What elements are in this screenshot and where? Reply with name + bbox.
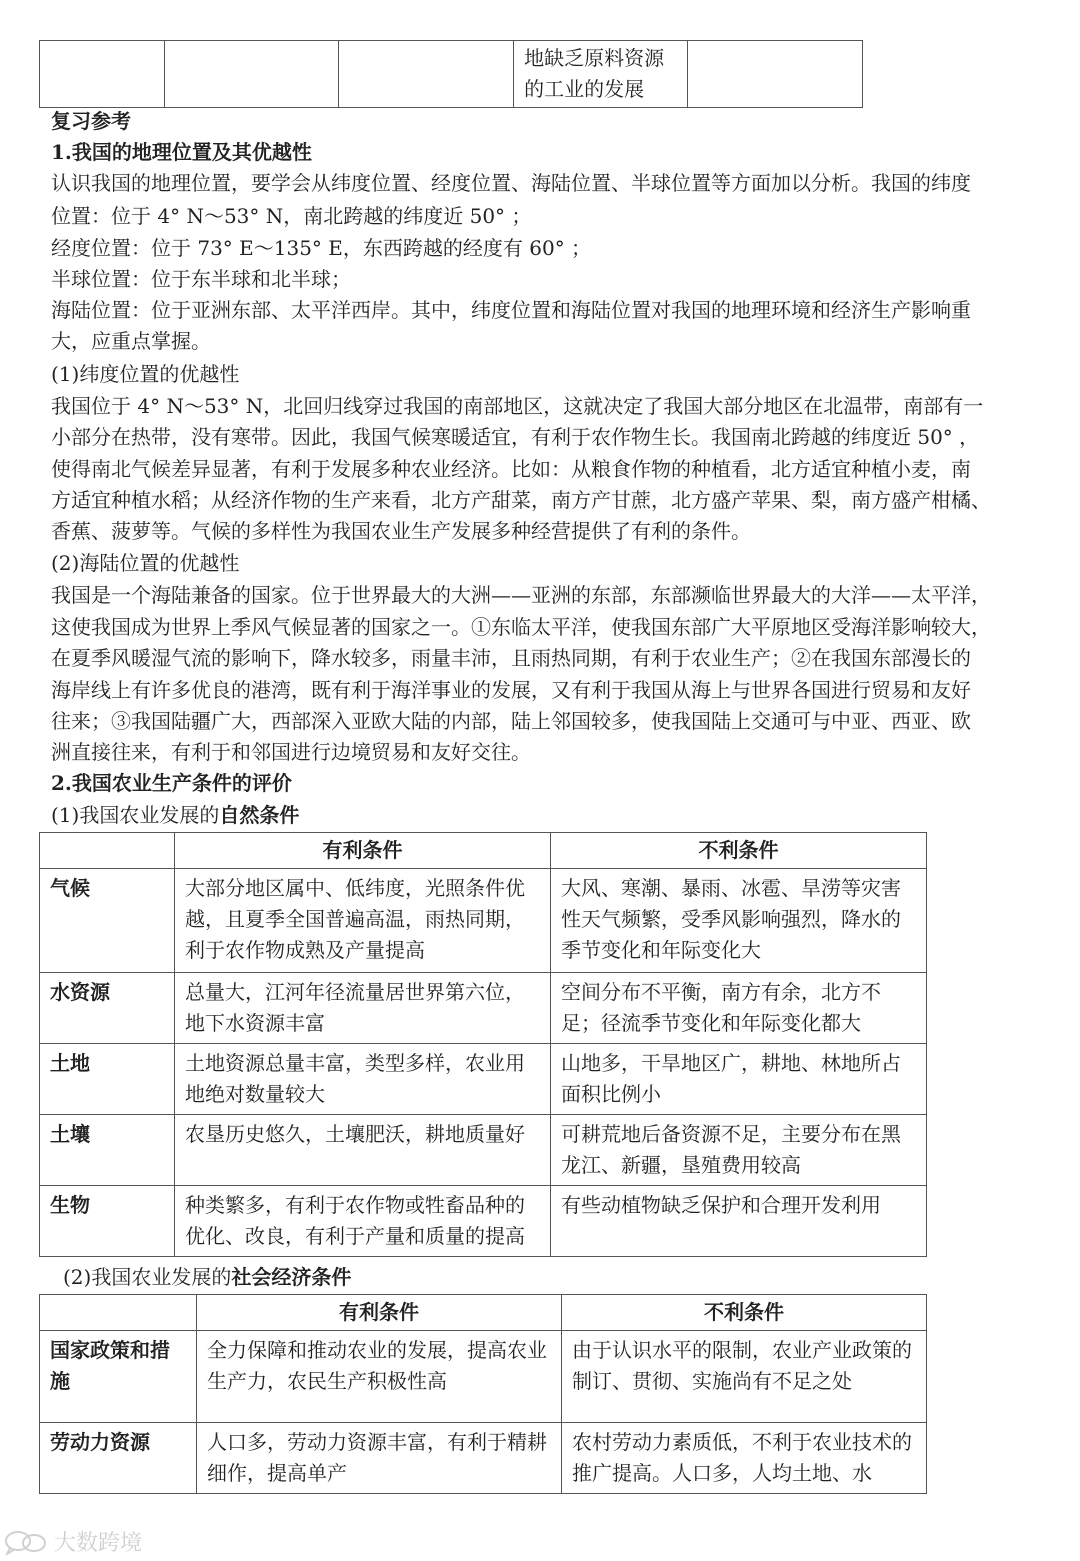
natural-conditions-table [39, 832, 927, 1257]
sub1-title: (1)纬度位置的优越性 [51, 362, 240, 386]
table-row [40, 1423, 927, 1494]
caption-bold: 自然条件 [219, 803, 300, 827]
review-heading: 复习参考 [51, 109, 131, 133]
factor-cell: 国家政策和措施 [40, 1331, 197, 1423]
sub1-line: 方适宜种植水稻；从经济作物的生产来看，北方产甜菜，南方产甘蔗，北方盛产苹果、梨，南方盛产柑橘、 [51, 488, 991, 512]
section2-title: 2.我国农业生产条件的评价 [51, 771, 292, 795]
table-row [40, 973, 927, 1044]
social-header-favorable: 有利条件 [197, 1295, 562, 1331]
favorable-cell: 全力保障和推动农业的发展，提高农业生产力，农民生产积极性高 [197, 1331, 562, 1423]
unfavorable-cell: 由于认识水平的限制，农业产业政策的制订、贯彻、实施尚有不足之处 [562, 1331, 927, 1423]
section1-title: 1.我国的地理位置及其优越性 [51, 140, 312, 164]
social-table-caption [63, 1262, 1043, 1293]
sub2-line: 洲直接往来，有利于和邻国进行边境贸易和友好交往。 [51, 740, 531, 764]
section1-intro-line: 经度位置：位于 73° E～135° E，东西跨越的经度有 60° ； [51, 236, 592, 260]
natural-header-unfavorable: 不利条件 [551, 833, 927, 869]
unfavorable-cell: 农村劳动力素质低，不利于农业技术的推广提高。人口多，人均土地、水 [562, 1423, 927, 1494]
top-table-cell-5 [687, 41, 862, 108]
sub2-line: 在夏季风暖湿气流的影响下，降水较多，雨量丰沛，且雨热同期，有利于农业生产；②在我国东部漫长的 [51, 646, 971, 670]
caption-prefix: (2)我国农业发展的 [63, 1265, 232, 1289]
caption-bold: 社会经济条件 [231, 1265, 352, 1289]
table-row [40, 1331, 927, 1423]
unfavorable-cell: 空间分布不平衡，南方有余，北方不足；径流季节变化和年际变化都大 [551, 973, 927, 1044]
favorable-cell: 人口多，劳动力资源丰富，有利于精耕细作，提高单产 [197, 1423, 562, 1494]
favorable-cell: 种类繁多，有利于农作物或牲畜品种的优化、改良，有利于产量和质量的提高 [175, 1186, 551, 1257]
sub2-line: 这使我国成为世界上季风气候显著的国家之一。①东临太平洋，使我国东部广大平原地区受海洋影响较大， [51, 615, 991, 639]
watermark [4, 1526, 142, 1557]
table-row [40, 1115, 927, 1186]
section1-intro-line: 位置：位于 4° N～53° N，南北跨越的纬度近 50° ； [51, 204, 532, 228]
section1-intro-line: 半球位置：位于东半球和北半球； [51, 267, 351, 291]
factor-cell: 生物 [40, 1186, 175, 1257]
caption-prefix: (1)我国农业发展的 [51, 803, 220, 827]
sub2-line: 我国是一个海陆兼备的国家。位于世界最大的大洲——亚洲的东部，东部濒临世界最大的大洋——太平洋， [51, 583, 991, 607]
watermark-text: 大数跨境 [54, 1531, 143, 1556]
top-table-cell-3 [338, 41, 513, 108]
sub1-line: 小部分在热带，没有寒带。因此，我国气候寒暖适宜，有利于农作物生长。我国南北跨越的纬度近 50° ， [51, 425, 980, 449]
favorable-cell: 土地资源总量丰富，类型多样，农业用地绝对数量较大 [175, 1044, 551, 1115]
table-row [40, 869, 927, 973]
table-row [40, 1186, 927, 1257]
unfavorable-cell: 可耕荒地后备资源不足，主要分布在黑龙江、新疆，垦殖费用较高 [551, 1115, 927, 1186]
favorable-cell: 总量大，江河年径流量居世界第六位，地下水资源丰富 [175, 973, 551, 1044]
factor-cell: 水资源 [40, 973, 175, 1044]
factor-cell: 土壤 [40, 1115, 175, 1186]
sub1-line: 香蕉、菠萝等。气候的多样性为我国农业生产发展多种经营提供了有利的条件。 [51, 519, 751, 543]
unfavorable-cell: 大风、寒潮、暴雨、冰雹、旱涝等灾害性天气频繁，受季风影响强烈，降水的季节变化和年际变化大 [551, 869, 927, 973]
top-table-cell-2 [165, 41, 338, 108]
natural-table-caption [51, 800, 1031, 831]
chat-bubble-icon [4, 1529, 48, 1555]
unfavorable-cell: 山地多，干旱地区广，耕地、林地所占面积比例小 [551, 1044, 927, 1115]
social-conditions-table [39, 1294, 927, 1494]
section1-intro-line: 海陆位置：位于亚洲东部、太平洋西岸。其中，纬度位置和海陆位置对我国的地理环境和经济生产影响重 [51, 298, 971, 322]
unfavorable-cell: 有些动植物缺乏保护和合理开发利用 [551, 1186, 927, 1257]
top-table-cell-1 [40, 41, 165, 108]
sub2-line: 海岸线上有许多优良的港湾，既有利于海洋事业的发展，又有利于我国从海上与世界各国进行贸易和友好 [51, 678, 971, 702]
top-table [39, 40, 863, 108]
natural-header-favorable: 有利条件 [175, 833, 551, 869]
factor-cell: 劳动力资源 [40, 1423, 197, 1494]
table-row [40, 1044, 927, 1115]
favorable-cell: 农垦历史悠久，土壤肥沃，耕地质量好 [175, 1115, 551, 1186]
factor-cell: 气候 [40, 869, 175, 973]
social-header-blank [40, 1295, 197, 1331]
sub2-title: (2)海陆位置的优越性 [51, 551, 240, 575]
factor-cell: 土地 [40, 1044, 175, 1115]
sub2-line: 往来；③我国陆疆广大，西部深入亚欧大陆的内部，陆上邻国较多，使我国陆上交通可与中亚、西亚、欧 [51, 709, 971, 733]
sub1-line: 使得南北气候差异显著，有利于发展多种农业经济。比如：从粮食作物的种植看，北方适宜种植小麦，南 [51, 457, 971, 481]
top-table-cell-4: 地缺乏原料资源 的工业的发展 [514, 41, 687, 108]
sub1-line: 我国位于 4° N～53° N，北回归线穿过我国的南部地区，这就决定了我国大部分地区在北温带，南部有一 [51, 394, 984, 418]
social-header-unfavorable: 不利条件 [562, 1295, 927, 1331]
section1-intro-line: 认识我国的地理位置，要学会从纬度位置、经度位置、海陆位置、半球位置等方面加以分析。我国的纬度 [51, 171, 971, 195]
favorable-cell: 大部分地区属中、低纬度，光照条件优越，且夏季全国普遍高温，雨热同期，利于农作物成熟及产量提高 [175, 869, 551, 973]
natural-header-blank [40, 833, 175, 869]
section1-intro-line: 大，应重点掌握。 [51, 329, 211, 353]
